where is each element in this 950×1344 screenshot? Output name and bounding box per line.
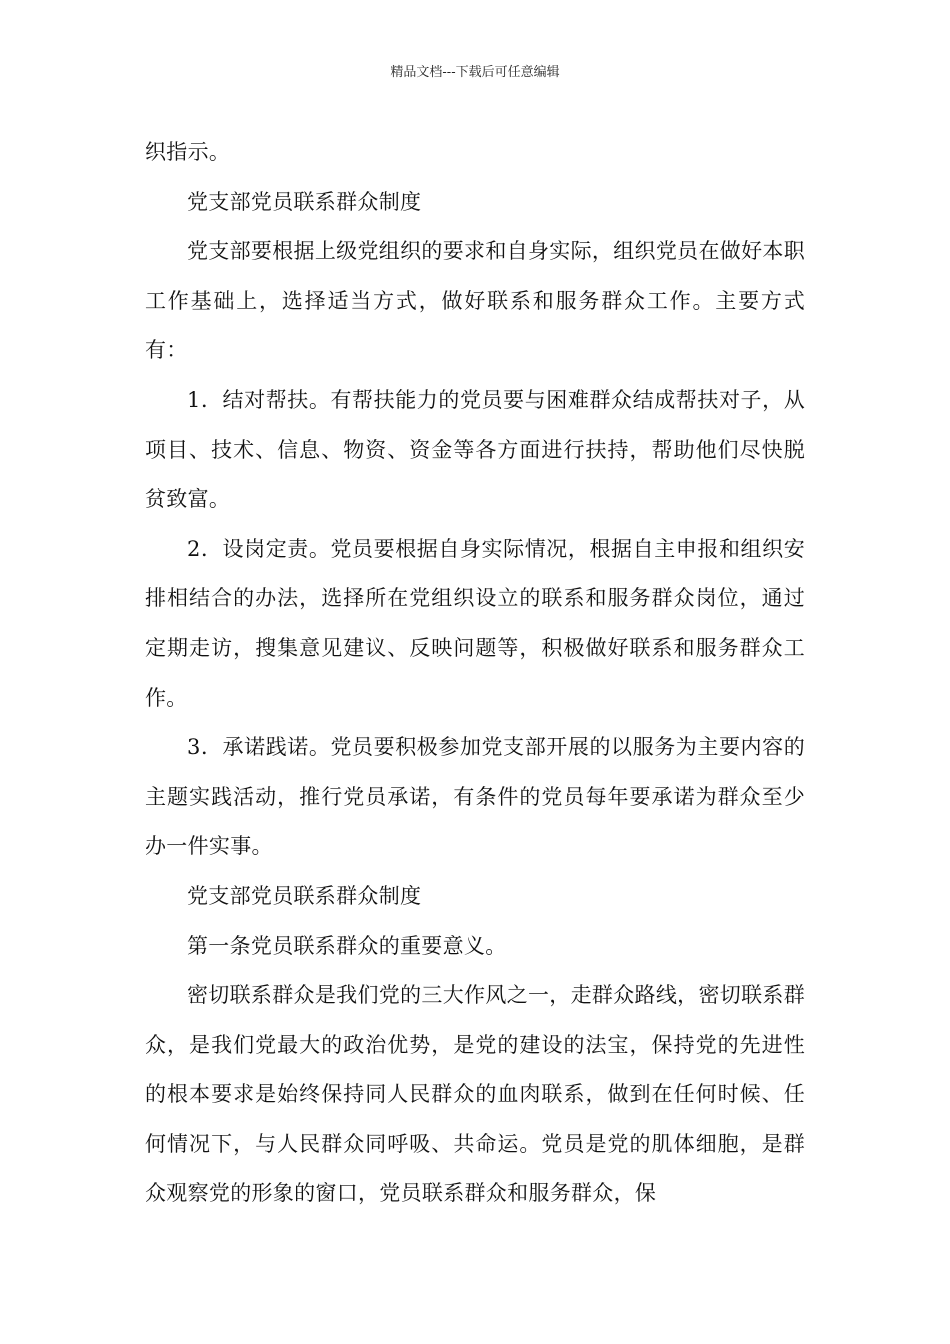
section-title: 党支部党员联系群众制度 bbox=[187, 189, 422, 214]
list-item-3: 3．承诺践诺。党员要积极参加党支部开展的以服务为主要内容的主题实践活动，推行党员承诺，有条件的党员每年要承诺为群众至少办一件实事。 bbox=[145, 735, 805, 859]
document-body bbox=[145, 128, 805, 1219]
paragraph-continuation: 织指示。 bbox=[145, 140, 231, 164]
paragraph: 党支部要根据上级党组织的要求和自身实际，组织党员在做好本职工作基础上，选择适当方式，做好联系和服务群众工作。主要方式有： bbox=[145, 239, 805, 363]
section-title: 党支部党员联系群众制度 bbox=[187, 883, 422, 908]
article-heading: 第一条党员联系群众的重要意义。 bbox=[187, 933, 507, 958]
list-item-2: 2．设岗定责。党员要根据自身实际情况，根据自主申报和组织安排相结合的办法，选择所在党组织设立的联系和服务群众岗位，通过定期走访，搜集意见建议、反映问题等，积极做好联系和服务群众工作。 bbox=[145, 536, 805, 710]
page-header: 精品文档---下载后可任意编辑 bbox=[390, 65, 560, 80]
list-item-1: 1．结对帮扶。有帮扶能力的党员要与困难群众结成帮扶对子，从项目、技术、信息、物资、资金等各方面进行扶持，帮助他们尽快脱贫致富。 bbox=[145, 387, 805, 512]
paragraph: 密切联系群众是我们党的三大作风之一，走群众路线，密切联系群众，是我们党最大的政治优势，是党的建设的法宝，保持党的先进性的根本要求是始终保持同人民群众的血肉联系，做到在任何时候、任何情况下，与人民群众同呼吸、共命运。党员是党的肌体细胞，是群众观察党的形象的窗口，党员联系群众和服务群众，保 bbox=[145, 983, 805, 1206]
